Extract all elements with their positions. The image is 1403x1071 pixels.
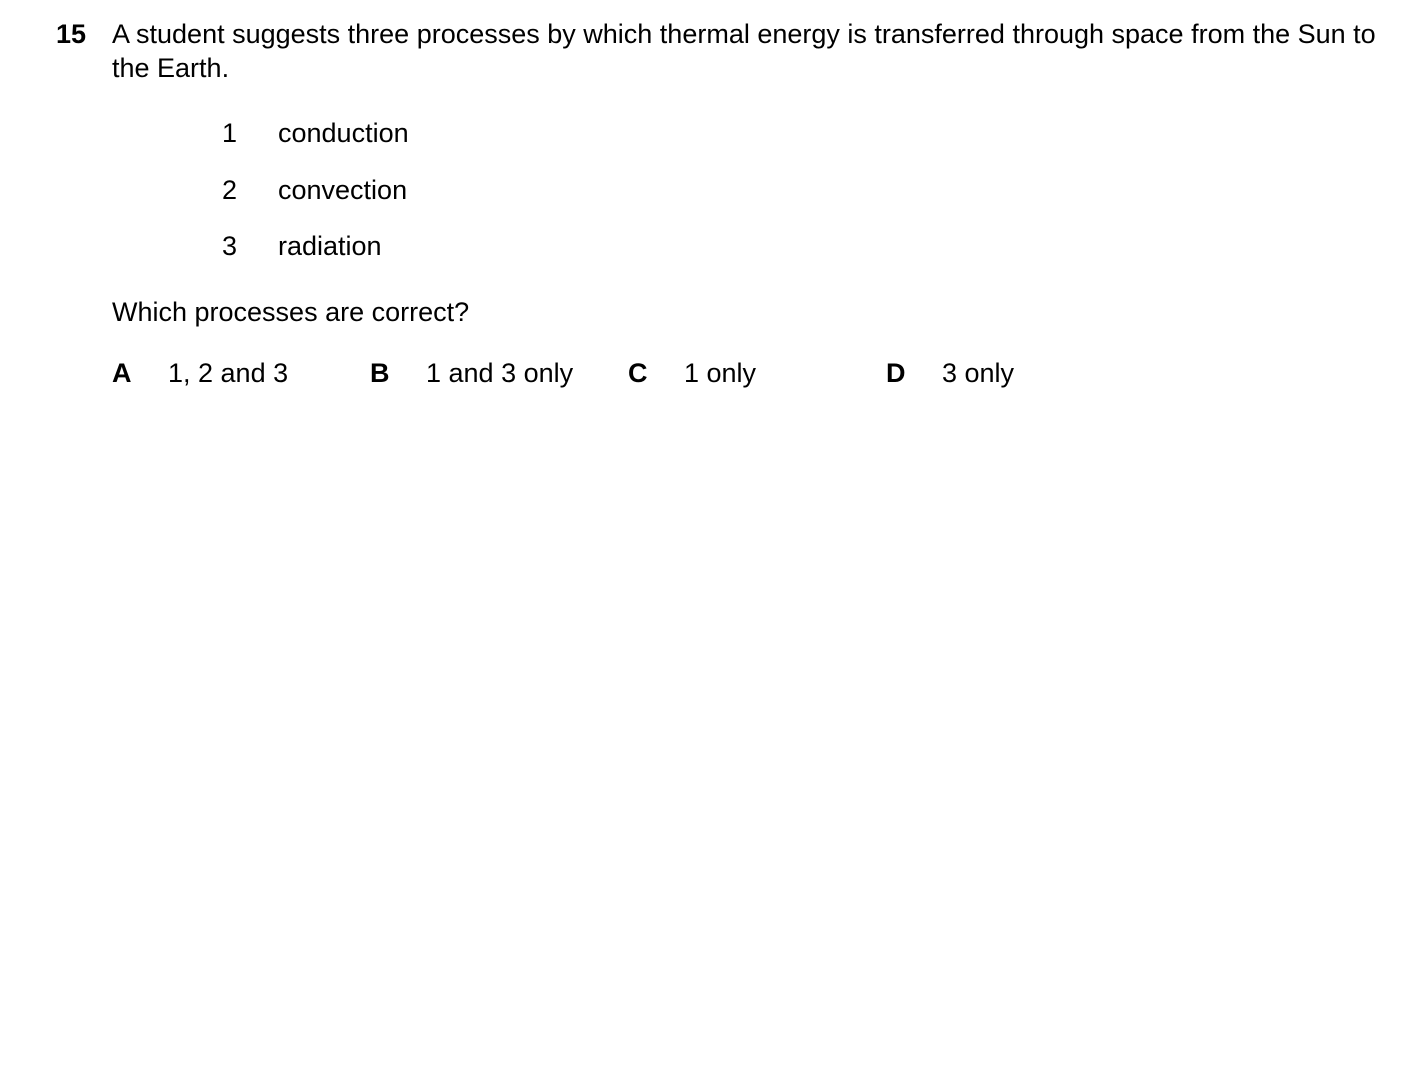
item-label: conduction (278, 118, 409, 148)
option-letter: C (628, 358, 648, 388)
question-stem: A student suggests three processes by which thermal energy is transferred through space from the Sun to the Earth. (112, 19, 1376, 83)
question-number: 15 (56, 19, 87, 49)
option-letter: A (112, 358, 132, 388)
item-number: 1 (222, 118, 238, 148)
item-number: 2 (222, 175, 238, 205)
option-letter: D (886, 358, 906, 388)
item-label: convection (278, 175, 408, 205)
option-letter: B (370, 358, 390, 388)
answer-options (112, 356, 1112, 390)
item-number: 3 (222, 231, 238, 261)
item-label: radiation (278, 231, 382, 261)
option-text: 1, 2 and 3 (168, 358, 289, 388)
option-text: 3 only (942, 358, 1015, 388)
option-text: 1 and 3 only (426, 358, 574, 388)
question-prompt: Which processes are correct? (112, 297, 470, 327)
option-text: 1 only (684, 358, 757, 388)
